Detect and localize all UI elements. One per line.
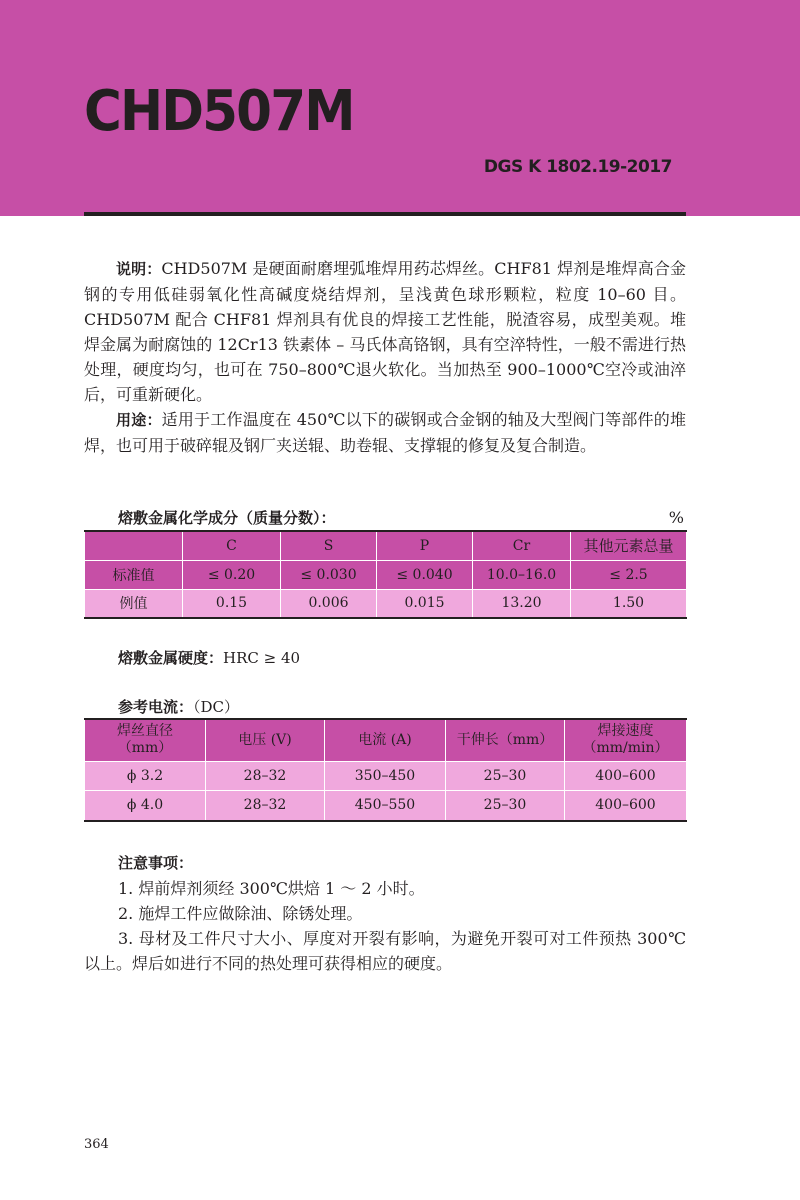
- table-cell: 13.20: [473, 589, 571, 618]
- table-row: [85, 589, 687, 618]
- table-header-cell: P: [377, 531, 473, 560]
- table-header-cell: [206, 719, 325, 761]
- table-cell: 25–30: [446, 761, 565, 790]
- chemistry-label: 熔敷金属化学成分（质量分数）：: [118, 509, 336, 527]
- header-line: 焊接速度: [597, 723, 654, 740]
- header-line: 电流 (A): [358, 731, 412, 748]
- table-header-cell: 其他元素总量: [571, 531, 687, 560]
- note-item: 3. 母材及工件尺寸大小、厚度对开裂有影响，为避免开裂可对工件预热 300℃以上。焊后如进行不同的热处理可获得相应的硬度。: [84, 929, 686, 973]
- current-header-row: [85, 719, 687, 761]
- table-cell: 0.015: [377, 589, 473, 618]
- header-line: （mm）: [117, 740, 173, 757]
- usage-text: 适用于工作温度在 450℃以下的碳钢或合金钢的轴及大型阀门等部件的堆焊，也可用于破碎辊及钢厂夹送辊、助卷辊、支撑辊的修复及复合制造。: [84, 410, 686, 455]
- table-cell: 400–600: [565, 761, 687, 790]
- table-cell: ≤ 2.5: [571, 560, 687, 589]
- table-header-cell: S: [281, 531, 377, 560]
- table-cell: 28–32: [206, 790, 325, 821]
- table-cell: ϕ 3.2: [85, 761, 206, 790]
- table-row: [85, 790, 687, 821]
- notes-block: [84, 851, 686, 976]
- header-line: 电压 (V): [238, 731, 292, 748]
- table-cell: 标准值: [85, 560, 183, 589]
- standard-code: DGS K 1802.19-2017: [483, 157, 672, 177]
- header-line: 焊丝直径: [117, 723, 173, 740]
- description-label: 说明：: [116, 260, 162, 278]
- table-cell: 450–550: [325, 790, 446, 821]
- chemistry-header-row: [85, 531, 687, 560]
- table-header-cell: [85, 719, 206, 761]
- table-header-cell: [565, 719, 687, 761]
- table-cell: ≤ 0.20: [183, 560, 281, 589]
- table-header-cell: [325, 719, 446, 761]
- table-cell: 25–30: [446, 790, 565, 821]
- hardness-label: 熔敷金属硬度：: [118, 649, 224, 667]
- table-header-cell: Cr: [473, 531, 571, 560]
- description-text: CHD507M 是硬面耐磨埋弧堆焊用药芯焊丝。CHF81 焊剂是堆焊高合金钢的专用低硅弱氧化性高碱度烧结焊剂，呈浅黄色球形颗粒，粒度 10–60 目。CHD507M 配合 CHF81 焊剂具有优良的焊接工艺性能，脱渣容易，成型美观。堆焊金属为耐腐蚀的 12Cr13 铁素体 – 马氏体高铬钢，具有空淬特性，一般不需进行热处理，硬度均匀，也可在 750–800℃退火软化。当加热至 900–1000℃空冷或油淬后，可重新硬化。: [84, 259, 686, 404]
- usage-paragraph: [84, 407, 686, 458]
- table-cell: 350–450: [325, 761, 446, 790]
- table-cell: 0.006: [281, 589, 377, 618]
- table-header-cell: [85, 531, 183, 560]
- table-row: [85, 560, 687, 589]
- description-paragraph: [84, 256, 686, 407]
- table-cell: 例值: [85, 589, 183, 618]
- header-rule: [84, 212, 686, 216]
- header-band: [0, 0, 800, 216]
- table-cell: 1.50: [571, 589, 687, 618]
- product-title: CHD507M: [84, 79, 354, 144]
- header-line: （mm/min）: [582, 740, 669, 757]
- current-line: [118, 696, 239, 717]
- table-cell: 28–32: [206, 761, 325, 790]
- table-header-cell: C: [183, 531, 281, 560]
- table-header-cell: [446, 719, 565, 761]
- hardness-value: HRC ≥ 40: [223, 649, 301, 667]
- table-row: [85, 761, 687, 790]
- note-item: 2. 施焊工件应做除油、除锈处理。: [118, 904, 363, 923]
- hardness-line: [118, 647, 300, 668]
- note-item: 1. 焊前焊剂须经 300℃烘焙 1 ～ 2 小时。: [118, 879, 425, 898]
- description-block: [84, 256, 686, 458]
- table-cell: 0.15: [183, 589, 281, 618]
- header-line: 干伸长（mm）: [456, 731, 554, 748]
- table-cell: ϕ 4.0: [85, 790, 206, 821]
- table-cell: ≤ 0.030: [281, 560, 377, 589]
- notes-label: 注意事项：: [118, 854, 194, 872]
- chemistry-unit: %: [668, 508, 684, 527]
- usage-label: 用途：: [116, 411, 162, 429]
- table-cell: ≤ 0.040: [377, 560, 473, 589]
- current-label: 参考电流：: [118, 698, 194, 716]
- table-cell: 400–600: [565, 790, 687, 821]
- current-type: （DC）: [193, 698, 240, 716]
- chemistry-table: [84, 530, 687, 619]
- page-number: 364: [84, 1137, 109, 1152]
- table-cell: 10.0–16.0: [473, 560, 571, 589]
- current-table: [84, 718, 687, 822]
